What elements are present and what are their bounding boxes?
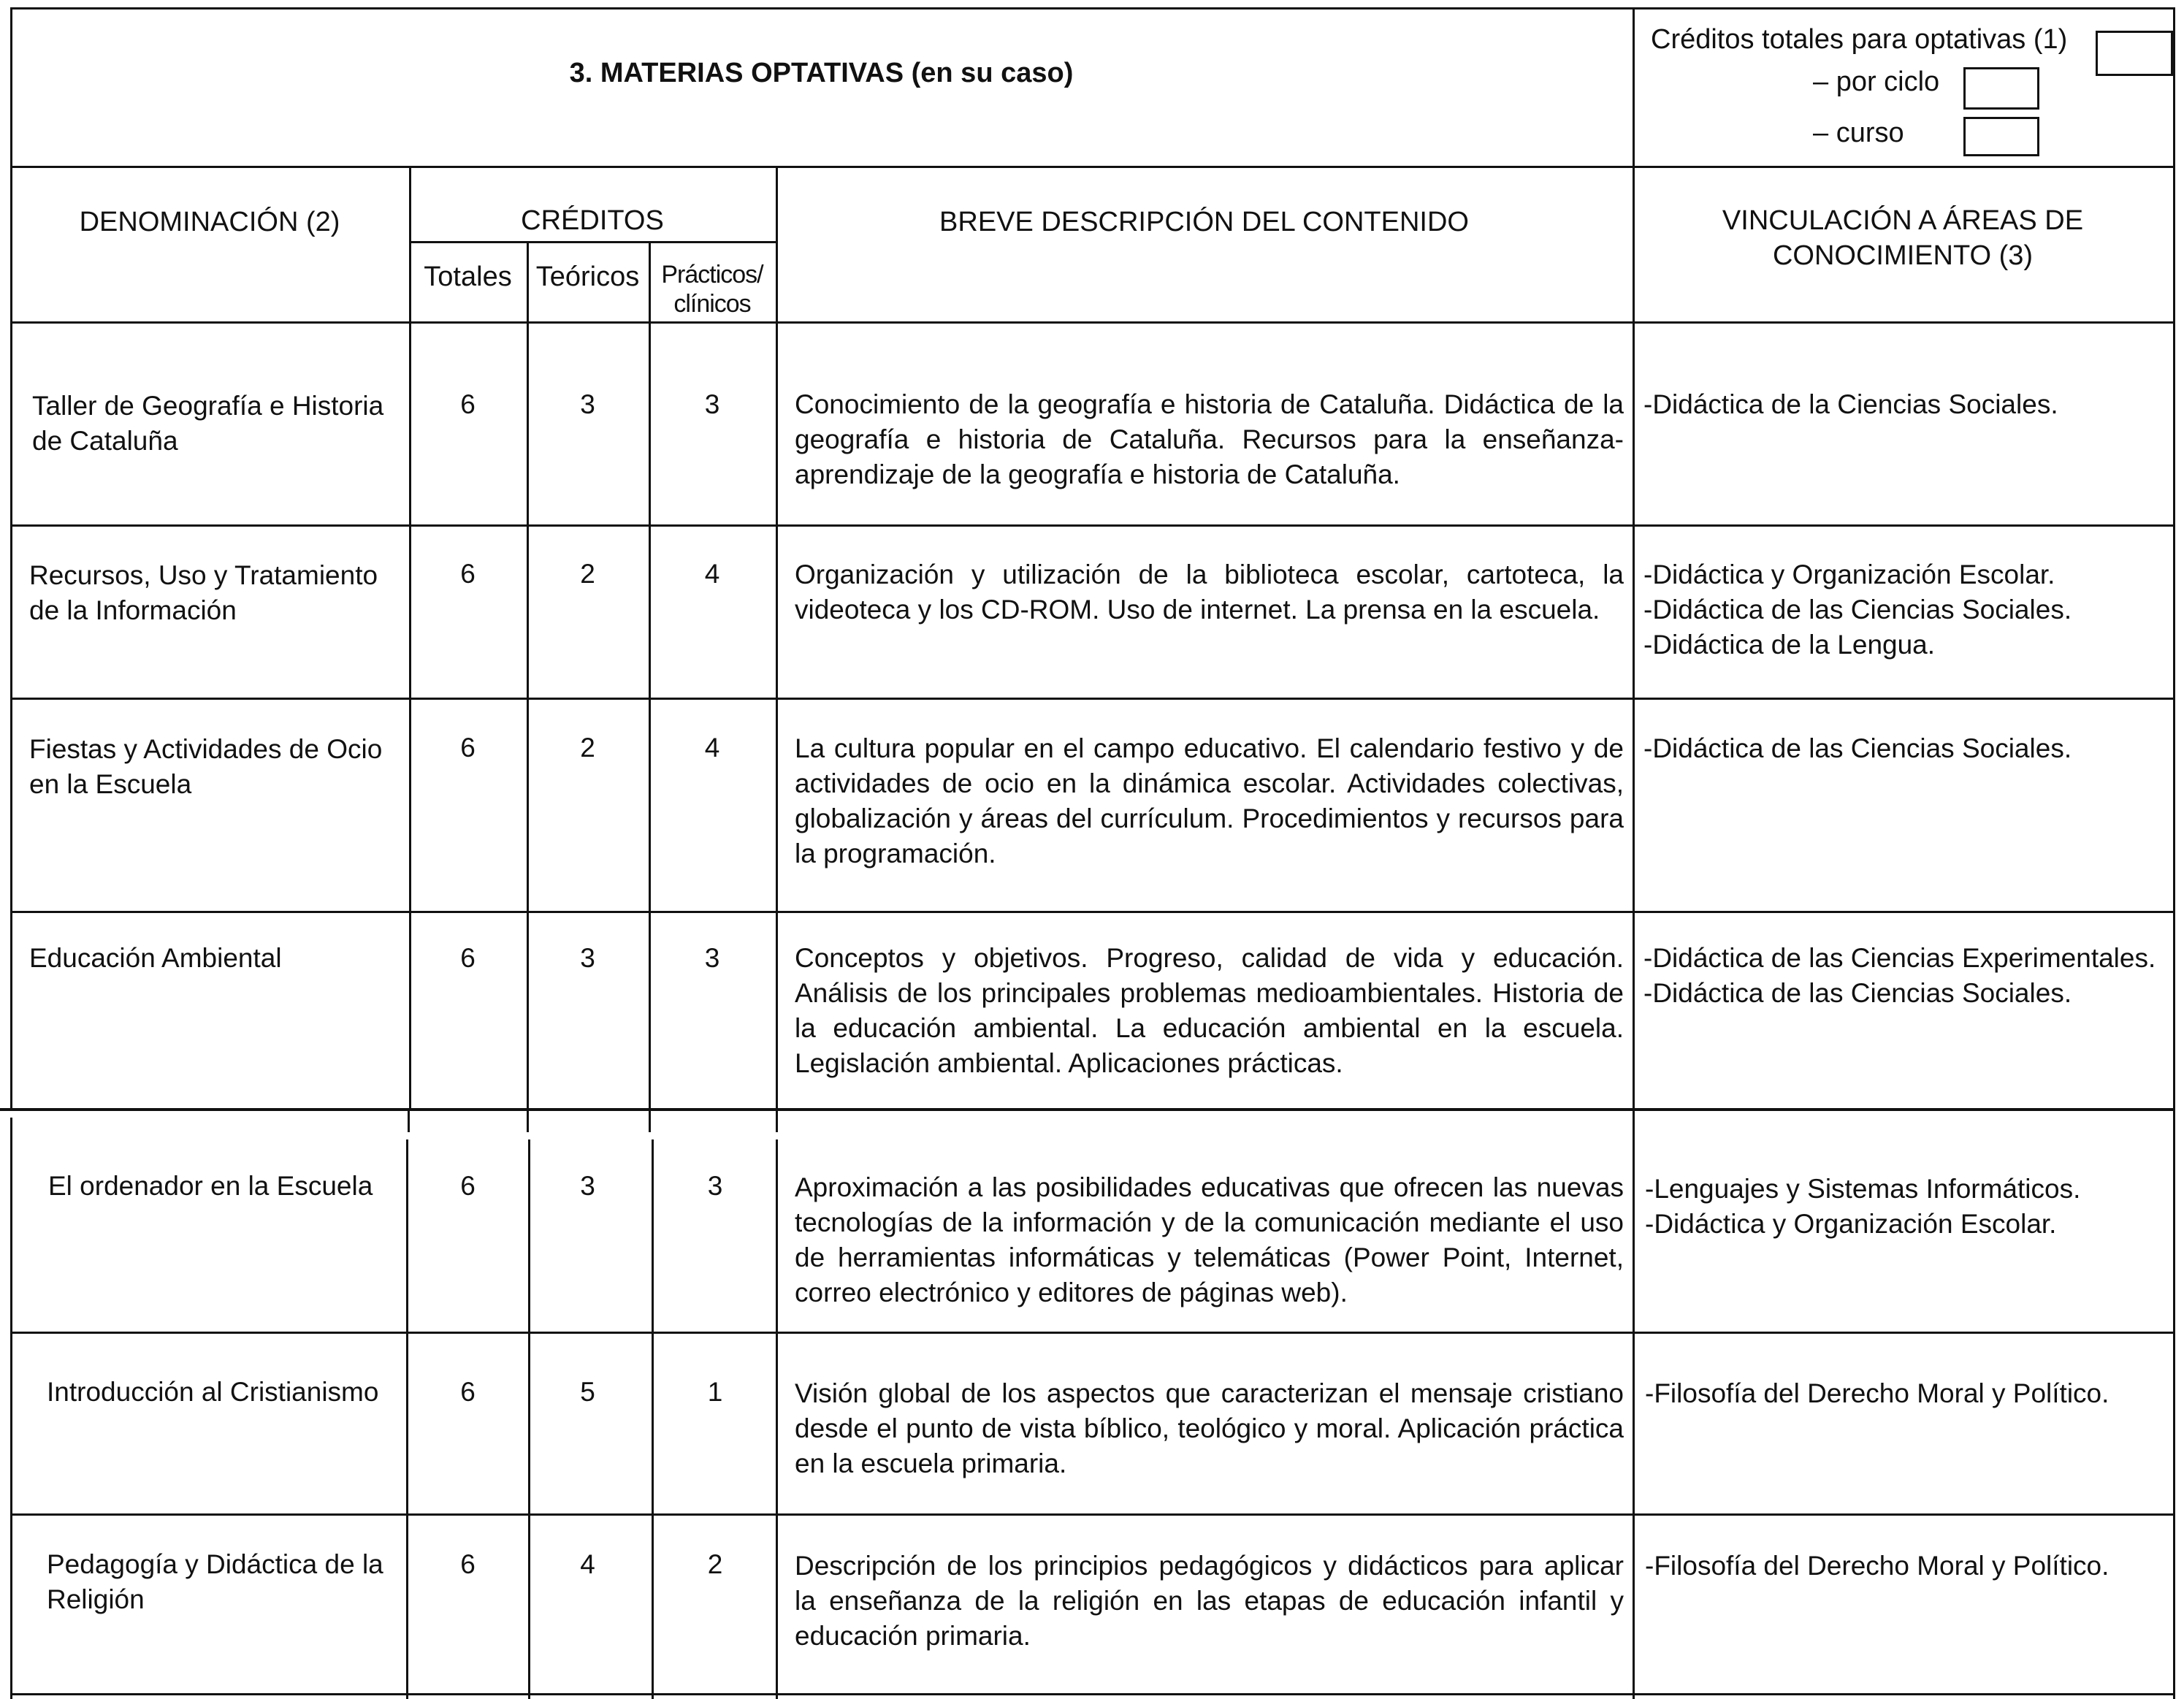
table-row-4-teoricos: 3 bbox=[580, 943, 595, 973]
table-row-2-practicos: 4 bbox=[704, 559, 720, 589]
table-row-6-practicos: 1 bbox=[707, 1377, 723, 1407]
table-row-2-totales: 6 bbox=[460, 559, 476, 589]
credits-total-label: Créditos totales para optativas (1) bbox=[1651, 24, 2068, 55]
credits-ciclo-label: – por ciclo bbox=[1813, 66, 1940, 97]
table-row-1-teoricos: 3 bbox=[580, 389, 595, 419]
table-row-4-descripcion: Conceptos y objetivos. Progreso, calidad de vida y educación. Análisis de los principales problemas medioambientales. Historia de la educación ambiental. La educación ambiental en la escuela. Legislación ambiental. Aplicaciones prácticas. bbox=[795, 943, 1624, 1078]
col2-line-2 bbox=[528, 1139, 530, 1699]
header-bottom-line bbox=[10, 321, 2175, 324]
table-row-1-practicos: 3 bbox=[704, 389, 720, 419]
table-row-2-areas: -Didáctica y Organización Escolar. -Didáctica de las Ciencias Sociales. -Didáctica de la Lengua. bbox=[1643, 560, 2072, 660]
table-row-1-totales: 6 bbox=[460, 389, 476, 419]
tick-4 bbox=[776, 1110, 778, 1132]
table-row-1-descripcion: Conocimiento de la geografía e historia de Cataluña. Didáctica de la geografía e historia de Cataluña. Recursos para la enseñanza-aprendizaje de la geografía e historia de Cataluña. bbox=[795, 389, 1624, 489]
table-row-3-areas: -Didáctica de las Ciencias Sociales. bbox=[1643, 733, 2072, 763]
table-row-6-teoricos: 5 bbox=[580, 1377, 595, 1407]
credits-total-box[interactable] bbox=[2096, 31, 2173, 76]
table-row-1-name: Taller de Geografía e Historia de Cataluña bbox=[32, 391, 384, 456]
table-row-4-practicos: 3 bbox=[704, 943, 720, 973]
table-row-5-totales: 6 bbox=[460, 1171, 476, 1201]
credits-curso-label: – curso bbox=[1813, 118, 1904, 148]
col2-line-1 bbox=[406, 1139, 408, 1699]
table-row-3-name: Fiestas y Actividades de Ocio en la Escuela bbox=[29, 734, 383, 799]
row-line-7 bbox=[10, 1693, 2175, 1695]
left-border-top bbox=[10, 7, 12, 1110]
row-line-2 bbox=[10, 698, 2175, 700]
table-row-6-descripcion: Visión global de los aspectos que caracterizan el mensaje cristiano desde el punto de vista bíblico, teológico y moral. Aplicación práctica en la escuela primaria. bbox=[795, 1378, 1624, 1478]
row-line-5 bbox=[10, 1332, 2175, 1334]
header-denominacion: DENOMINACIÓN (2) bbox=[79, 207, 340, 237]
table-row-7-descripcion: Descripción de los principios pedagógicos y didácticos para aplicar la enseñanza de la religión en las etapas de educación infantil y educación primaria. bbox=[795, 1551, 1624, 1651]
header-vinculacion: VINCULACIÓN A ÁREAS DE CONOCIMIENTO (3) bbox=[1722, 205, 2084, 271]
right-border bbox=[2173, 7, 2175, 1699]
table-row-3-descripcion: La cultura popular en el campo educativo. El calendario festivo y de actividades de ocio en la dinámica escolar. Actividades colectivas, globalización y áreas del currículum. Procedimientos y recursos para la programación. bbox=[795, 733, 1624, 868]
table-row-3-totales: 6 bbox=[460, 733, 476, 763]
table-row-2-name: Recursos, Uso y Tratamiento de la Información bbox=[29, 560, 378, 625]
col2-line-4 bbox=[776, 1139, 778, 1699]
table-row-7-teoricos: 4 bbox=[580, 1549, 595, 1579]
row-line-1 bbox=[10, 524, 2175, 527]
table-row-5-practicos: 3 bbox=[707, 1171, 723, 1201]
title-bottom-line bbox=[10, 166, 2175, 168]
table-row-4-areas: -Didáctica de las Ciencias Experimentales. -Didáctica de las Ciencias Sociales. bbox=[1643, 943, 2156, 1008]
header-practicos: Prácticos/ clínicos bbox=[661, 261, 763, 318]
table-row-5-areas: -Lenguajes y Sistemas Informáticos. -Didáctica y Organización Escolar. bbox=[1645, 1174, 2081, 1239]
table-row-6-name: Introducción al Cristianismo bbox=[47, 1377, 379, 1407]
table-row-5-name: El ordenador en la Escuela bbox=[48, 1171, 373, 1201]
col-line-3 bbox=[649, 241, 651, 1110]
header-creditos: CRÉDITOS bbox=[521, 205, 664, 236]
table-row-1-areas: -Didáctica de la Ciencias Sociales. bbox=[1643, 389, 2058, 419]
table-row-3-practicos: 4 bbox=[704, 733, 720, 763]
table-row-4-totales: 6 bbox=[460, 943, 476, 973]
row-line-3 bbox=[10, 911, 2175, 913]
table-row-6-totales: 6 bbox=[460, 1377, 476, 1407]
tick-2 bbox=[527, 1110, 529, 1132]
table-row-5-descripcion: Aproximación a las posibilidades educativas que ofrecen las nuevas tecnologías de la información y de la comunicación mediante el uso de herramientas informáticas y telemáticas (Power Point, Internet, correo electrónico y editores de páginas web). bbox=[795, 1172, 1624, 1307]
left-border-bottom bbox=[10, 1118, 12, 1699]
table-row-2-descripcion: Organización y utilización de la biblioteca escolar, cartoteca, la videoteca y los CD-ROM. Uso de internet. La prensa en la escuela. bbox=[795, 560, 1624, 625]
header-teoricos: Teóricos bbox=[535, 261, 640, 292]
creditos-sub-line bbox=[409, 241, 778, 243]
table-row-7-totales: 6 bbox=[460, 1549, 476, 1579]
table-row-3-teoricos: 2 bbox=[580, 733, 595, 763]
col-line-2 bbox=[527, 241, 529, 1110]
table-row-7-areas: -Filosofía del Derecho Moral y Político. bbox=[1645, 1551, 2109, 1581]
table-row-7-name: Pedagogía y Didáctica de la Religión bbox=[47, 1549, 383, 1614]
top-border bbox=[10, 7, 2175, 9]
table-row-4-name: Educación Ambiental bbox=[29, 943, 282, 973]
table-row-2-teoricos: 2 bbox=[580, 559, 595, 589]
section-title: 3. MATERIAS OPTATIVAS (en su caso) bbox=[569, 58, 1074, 88]
credits-curso-box[interactable] bbox=[1963, 117, 2039, 156]
table-row-6-areas: -Filosofía del Derecho Moral y Político. bbox=[1645, 1378, 2109, 1408]
col2-line-3 bbox=[652, 1139, 654, 1699]
table-row-5-teoricos: 3 bbox=[580, 1171, 595, 1201]
header-totales: Totales bbox=[424, 261, 512, 292]
table-row-7-practicos: 2 bbox=[707, 1549, 723, 1579]
header-descripcion: BREVE DESCRIPCIÓN DEL CONTENIDO bbox=[939, 207, 1469, 237]
col-line-4 bbox=[776, 166, 778, 1110]
tick-1 bbox=[408, 1110, 410, 1132]
credits-ciclo-box[interactable] bbox=[1963, 67, 2039, 110]
tick-3 bbox=[649, 1110, 651, 1132]
page-break-line bbox=[0, 1108, 2175, 1111]
row-line-6 bbox=[10, 1513, 2175, 1516]
